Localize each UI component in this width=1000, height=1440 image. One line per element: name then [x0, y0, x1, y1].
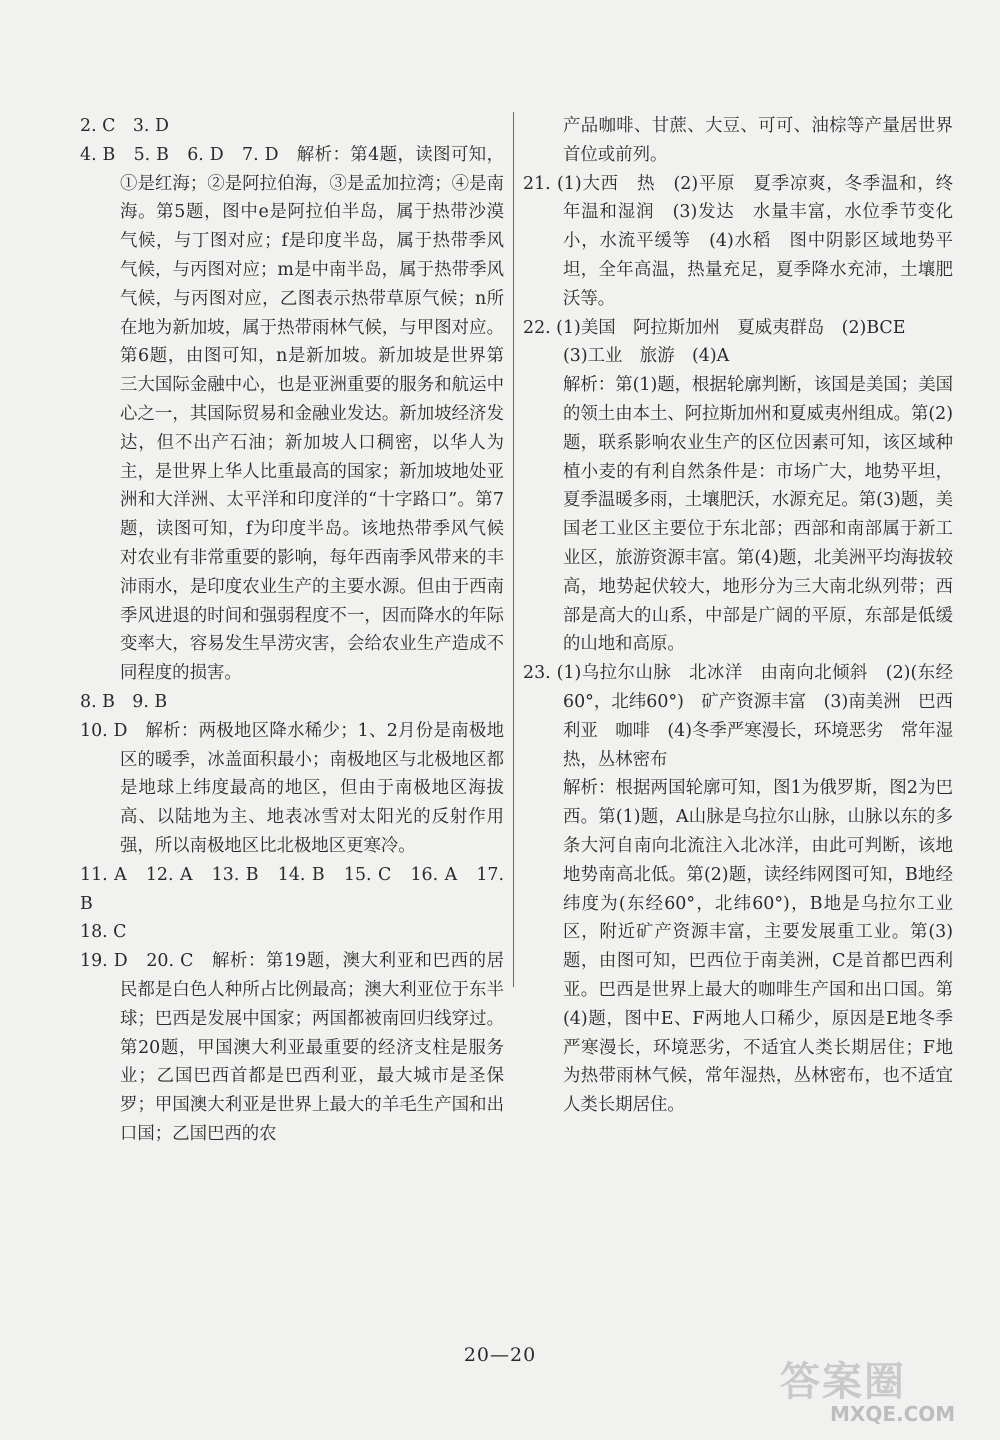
answer-2-3: 2. C 3. D — [80, 116, 169, 136]
watermark-url: MXQE.COM — [830, 1402, 956, 1426]
answer-18: 18. C — [80, 922, 127, 943]
answer-19-20: 19. D 20. C 解析：第19题，澳大利亚和巴西的居民都是白色人种所占比例最高；澳大利亚位于东半球；巴西是发展中国家；两国都被南回归线穿过。第20题，甲国澳大利亚最重要的经济支柱是服务业；乙国巴西首都是巴西利亚，最大城市是圣保罗；甲国澳大利亚是世界上最大的羊毛生产国和出口国；乙国巴西的农 — [80, 951, 504, 1144]
answer-11-17: 11. A 12. A 13. B 14. B 15. C 16. A 17. B — [80, 864, 504, 914]
answer-4-7: 4. B 5. B 6. D 7. D 解析：第4题，读图可知，①是红海；②是阿拉伯海，③是孟加拉湾；④是南海。第5题，图中e是阿拉伯半岛，属于热带沙漠气候，与丁图对应；f是印度半岛，属于热带季风气候，与丙图对应；m是中南半岛，属于热带季风气候，与丙图对应，乙图表示热带草原气候；n所在地为新加坡，属于热带雨林气候，与甲图对应。第6题，由图可知，n是新加坡。新加坡是世界第三大国际金融中心，也是亚洲重要的服务和航运中心之一，其国际贸易和金融业发达。新加坡经济发达，但不出产石油；新加坡人口稠密，以华人为主，是世界上华人比重最高的国家；新加坡地处亚洲和大洋洲、太平洋和印度洋的“十字路口”。第7题，读图可知，f为印度半岛。该地热带季风气候对农业有非常重要的影响，每年西南季风带来的丰沛雨水，是印度农业生产的主要水源。但由于西南季风进退的时间和强弱程度不一，因而降水的年际变率大，容易发生旱涝灾害，会给农业生产造成不同程度的损害。 — [80, 144, 504, 684]
column-divider — [513, 112, 514, 987]
watermark-logo-text: 答案圈 — [780, 1359, 906, 1405]
answer-22: 22. (1)美国 阿拉斯加州 夏威夷群岛 (2)BCE — [523, 317, 906, 338]
answer-22-part-3-4: (3)工业 旅游 (4)A — [563, 346, 730, 367]
answer-20-continued: 产品咖啡、甘蔗、大豆、可可、油棕等产量居世界首位或前列。 — [563, 116, 953, 165]
answer-21: 21. (1)大西 热 (2)平原 夏季凉爽，冬季温和，终年温和湿润 (3)发达 水量丰富，水位季节变化小，水流平缓等 (4)水稻 图中阴影区域地势平坦，全年高温，热量充足，夏季降水充沛，土壤肥沃等。 — [523, 173, 953, 309]
right-column — [523, 112, 953, 1120]
page-number: 20—20 — [463, 1344, 537, 1366]
watermark-logo — [780, 1350, 970, 1428]
answer-23-analysis: 解析：根据两国轮廓可知，图1为俄罗斯，图2为巴西。第(1)题，A山脉是乌拉尔山脉，山脉以东的多条大河自南向北流注入北冰洋，由此可判断，该地地势南高北低。第(2)题，读经纬网图可知，B地经纬度为(东经60°，北纬60°)，B地是乌拉尔工业区，附近矿产资源丰富，主要发展重工业。第(3)题，由图可知，巴西位于南美洲，C是首都巴西利亚。巴西是世界上最大的咖啡生产国和出口国。第(4)题，图中E、F两地人口稀少，原因是E地冬季严寒漫长，环境恶劣，不适宜人类长期居住；F地为热带雨林气候，常年湿热，丛林密布，也不适宜人类长期居住。 — [563, 778, 953, 1116]
answer-10: 10. D 解析：两极地区降水稀少；1、2月份是南极地区的暖季，冰盖面积最小；南极地区与北极地区都是地球上纬度最高的地区，但由于南极地区海拔高、以陆地为主、地表冰雪对太阳光的反射作用强，所以南极地区比北极地区更寒冷。 — [80, 720, 504, 856]
answer-23: 23. (1)乌拉尔山脉 北冰洋 由南向北倾斜 (2)(东经60°，北纬60°) 矿产资源丰富 (3)南美洲 巴西利亚 咖啡 (4)冬季严寒漫长，环境恶劣 常年湿热，丛林密布 — [523, 663, 953, 770]
left-column — [80, 112, 504, 1149]
answer-22-analysis: 解析：第(1)题，根据轮廓判断，该国是美国；美国的领土由本土、阿拉斯加州和夏威夷州组成。第(2)题，联系影响农业生产的区位因素可知，该区域种植小麦的有利自然条件是：市场广大，地势平坦，夏季温暖多雨，土壤肥沃，水源充足。第(3)题，美国老工业区主要位于东北部；西部和南部属于新工业区，旅游资源丰富。第(4)题，北美洲平均海拔较高，地势起伏较大，地形分为三大南北纵列带；西部是高大的山系，中部是广阔的平原，东部是低缓的山地和高原。 — [563, 375, 953, 655]
answer-8-9: 8. B 9. B — [80, 691, 168, 712]
